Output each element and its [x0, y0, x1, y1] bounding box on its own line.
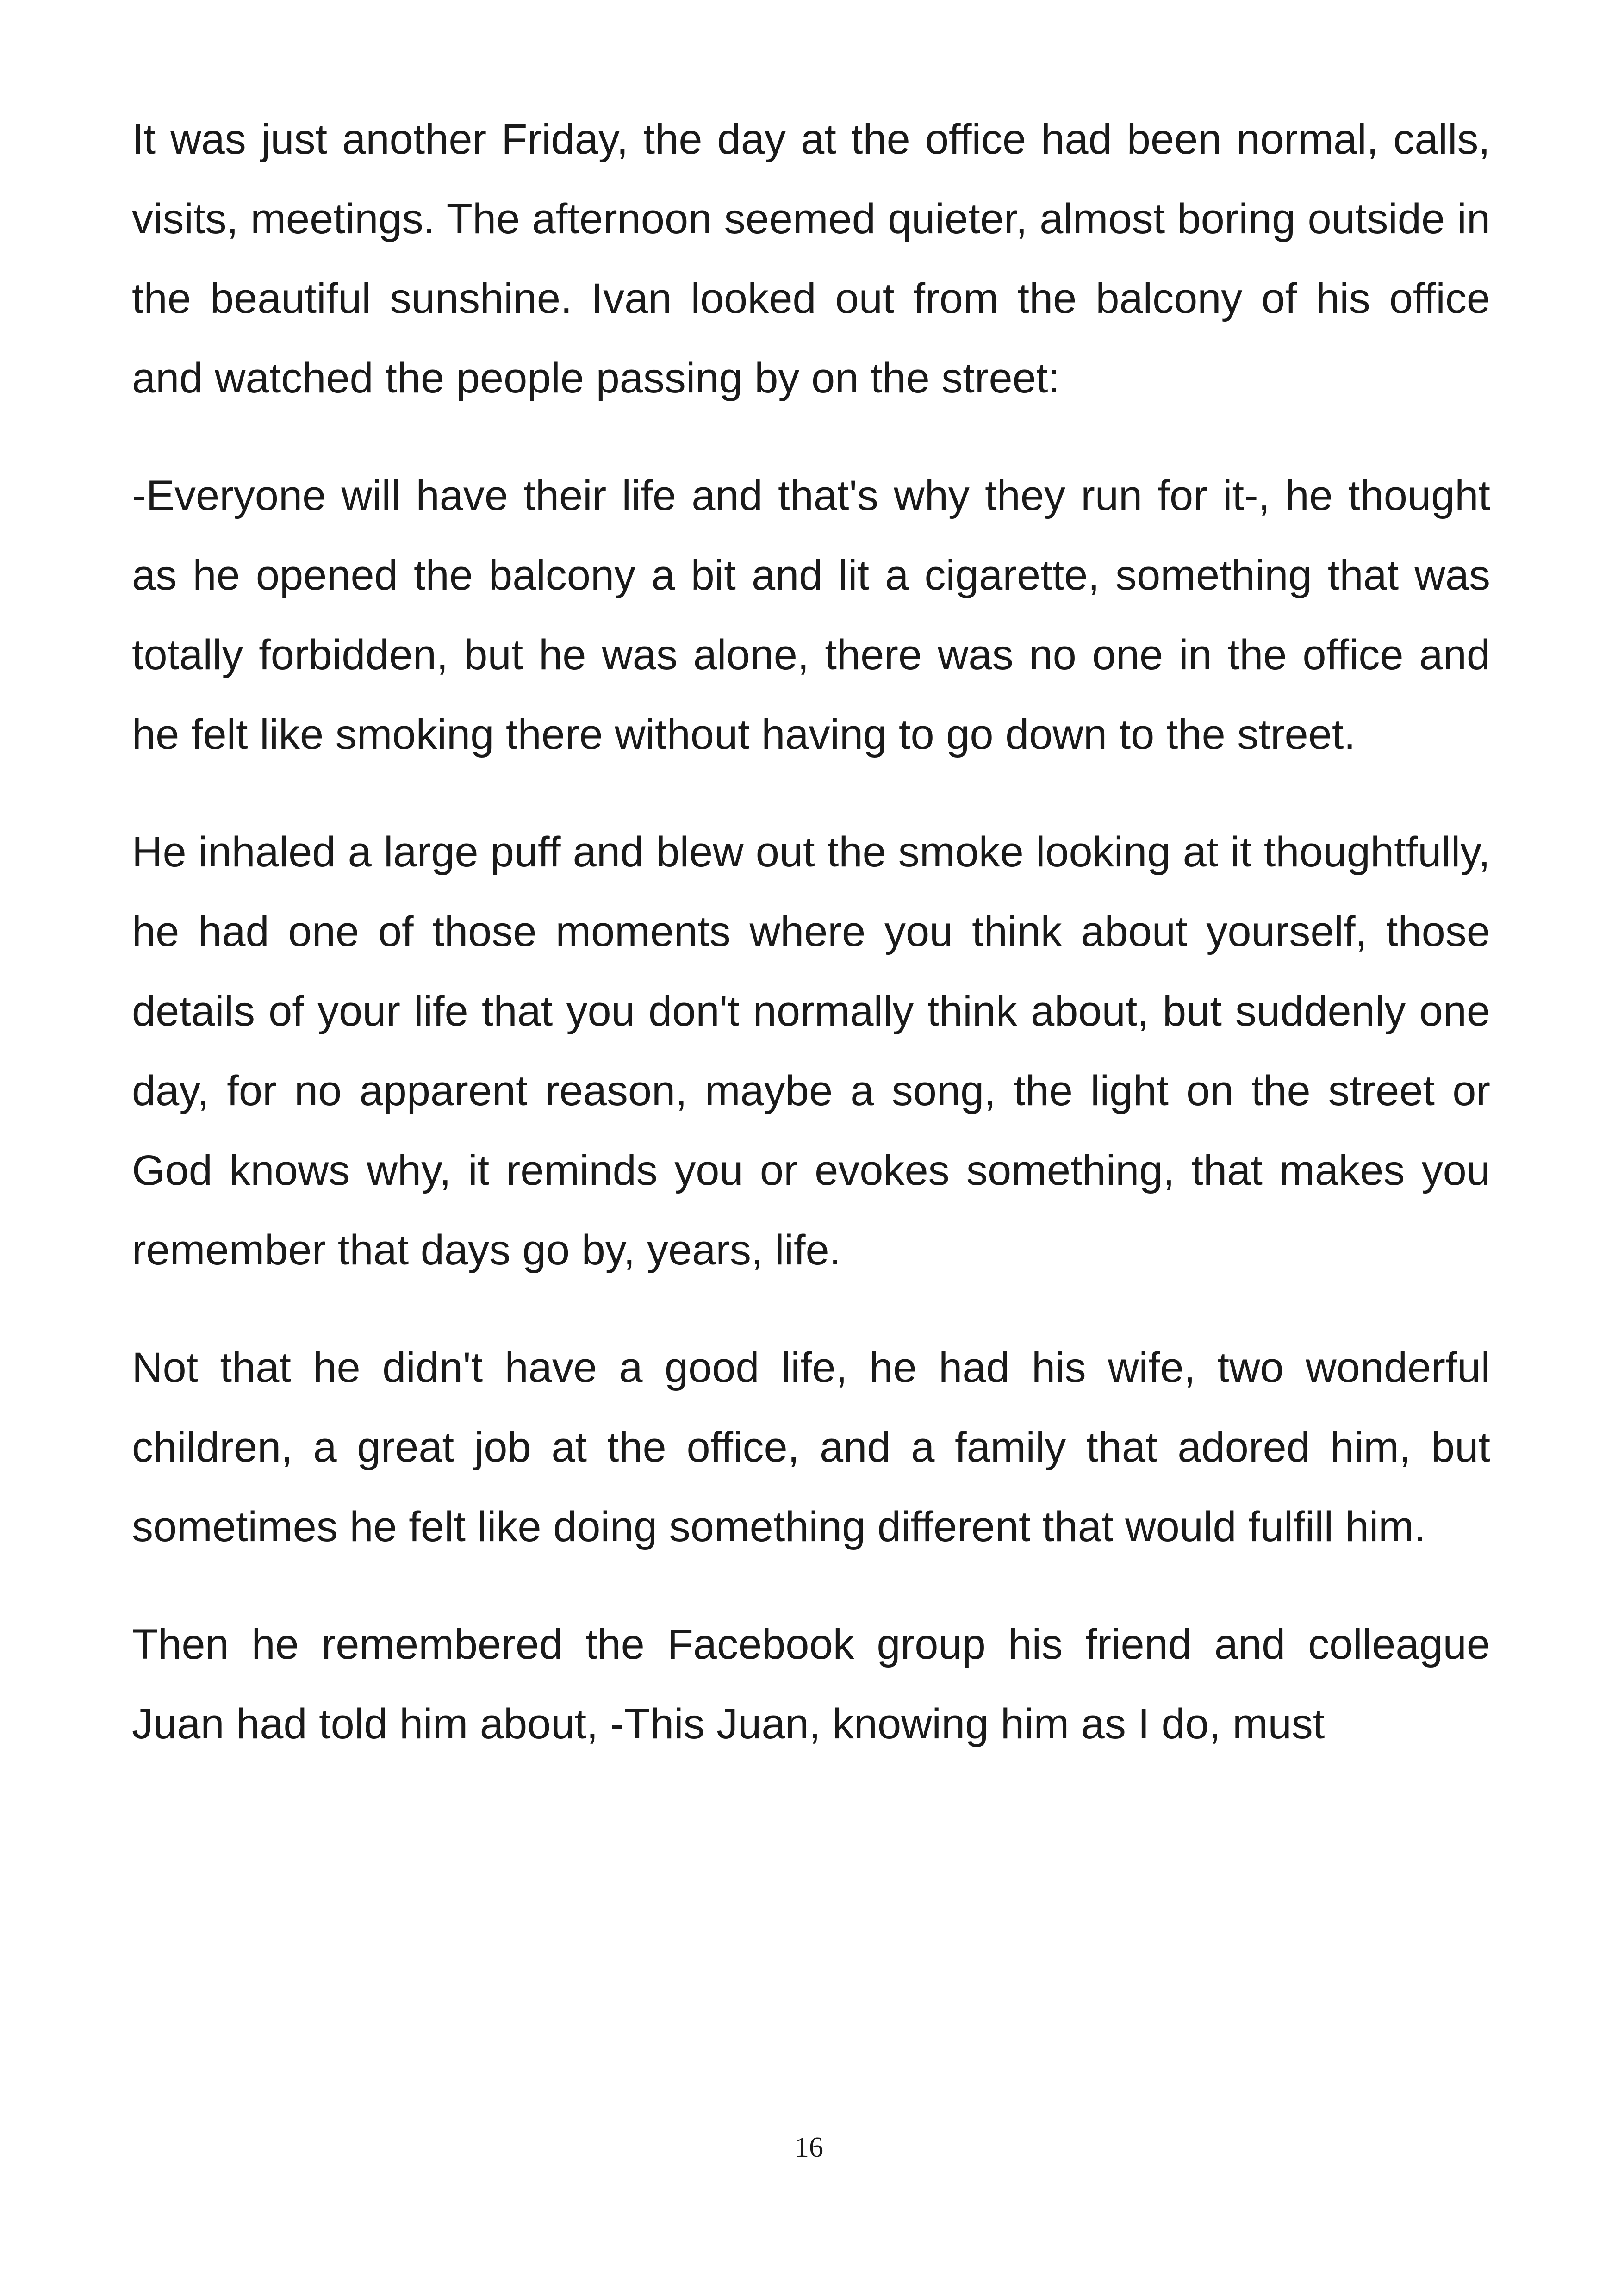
- paragraph-1: It was just another Friday, the day at the office had been normal, calls, visits, meetings. The afternoon seemed quieter, almost boring outside in the beautiful sunshine. Ivan looked out from the balcony of his office and watched the people passing by on the street:: [132, 116, 1490, 402]
- page-number: 16: [795, 2132, 823, 2163]
- paragraph-5: Then he remembered the Facebook group his friend and colleague Juan had told him about, -This Juan, knowing him as I do, must: [132, 1621, 1490, 1748]
- paragraph-4: Not that he didn't have a good life, he had his wife, two wonderful children, a great job at the office, and a family that adored him, but sometimes he felt like doing something different that would fulfill him.: [132, 1344, 1490, 1550]
- paragraph-3: He inhaled a large puff and blew out the smoke looking at it thoughtfully, he had one of those moments where you think about yourself, those details of your life that you don't normally think about, but suddenly one day, for no apparent reason, maybe a song, the light on the street or God knows why, it reminds you or evokes something, that makes you remember that days go by, years, life.: [132, 828, 1490, 1274]
- paragraph-2: -Everyone will have their life and that's why they run for it-, he thought as he opened the balcony a bit and lit a cigarette, something that was totally forbidden, but he was alone, there was no one in the office and he felt like smoking there without having to go down to the street.: [132, 472, 1490, 758]
- body-text: [132, 100, 1490, 1802]
